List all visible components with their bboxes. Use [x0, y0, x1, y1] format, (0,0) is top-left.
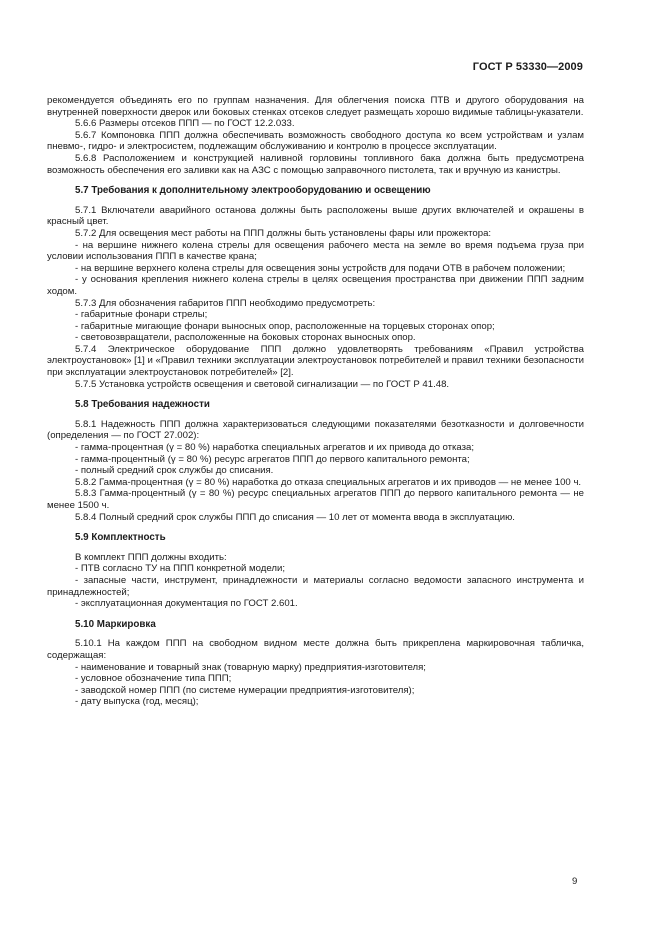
paragraph: 5.6.6 Размеры отсеков ППП — по ГОСТ 12.2.033.	[75, 118, 295, 130]
list-item: - гамма-процентный (γ = 80 %) ресурс агрегатов ППП до первого капитального ремонта;	[75, 453, 470, 465]
paragraph: 5.7.4 Электрическое оборудование ППП должно удовлетворять требованиям «Правил устройства электроустановок» [1] и «Правил техники эксплуатации электроустановок потребителей и правил техники безопасности при эксплуатации электроустановок потребителей» [2].	[47, 343, 584, 379]
paragraph: 5.8.2 Гамма-процентная (γ = 80 %) наработка до отказа специальных агрегатов и их приводов — не менее 100 ч.	[75, 476, 582, 488]
paragraph: 5.8.3 Гамма-процентный (γ = 80 %) ресурс специальных агрегатов ППП до первого капитального ремонта — не менее 1500 ч.	[47, 488, 584, 511]
section-heading: 5.8 Требования надежности	[75, 399, 210, 411]
page-number: 9	[572, 876, 578, 887]
paragraph: 5.7.2 Для освещения мест работы на ППП должны быть установлены фары или прожектора:	[75, 227, 492, 239]
section-heading: 5.7 Требования к дополнительному электрооборудованию и освещению	[75, 185, 431, 197]
list-item: - условное обозначение типа ППП;	[75, 673, 232, 685]
paragraph: 5.10.1 На каждом ППП на свободном видном месте должна быть прикреплена маркировочная табличка, содержащая:	[47, 638, 584, 661]
list-item: - наименование и товарный знак (товарную марку) предприятия-изготовителя;	[75, 661, 426, 673]
list-item: - габаритные фонари стрелы;	[75, 309, 208, 321]
paragraph: 5.7.3 Для обозначения габаритов ППП необходимо предусмотреть:	[75, 297, 376, 309]
list-item: - эксплуатационная документация по ГОСТ 2.601.	[75, 598, 298, 610]
list-item: - гамма-процентная (γ = 80 %) наработка специальных агрегатов и их привода до отказа;	[75, 442, 475, 454]
paragraph: 5.8.1 Надежность ППП должна характеризоваться следующими показателями безотказности и долговечности (определения — по ГОСТ 27.002):	[47, 418, 584, 442]
list-item: - на вершине нижнего колена стрелы для освещения рабочего места на земле во время подъема груза при условии использования ППП в качестве крана;	[47, 239, 584, 263]
list-item: - дату выпуска (год, месяц);	[75, 696, 199, 708]
list-item: - световозвращатели, расположенные на боковых сторонах выносных опор.	[75, 332, 416, 344]
list-item: - запасные части, инструмент, принадлежности и материалы согласно ведомости запасного инструмента и принадлежностей;	[47, 574, 584, 598]
list-item: - полный средний срок службы до списания.	[75, 465, 274, 477]
document-body	[47, 95, 584, 708]
paragraph: 5.6.8 Расположением и конструкцией наливной горловины топливного бака должна быть предусмотрена возможность обеспечения его заливки как на АЗС с помощью заправочного пистолета, так и вручную из канистры.	[47, 152, 584, 176]
paragraph: В комплект ППП должны входить:	[75, 551, 227, 563]
list-item: - заводской номер ППП (по системе нумерации предприятия-изготовителя);	[75, 684, 415, 696]
list-item: - у основания крепления нижнего колена стрелы в целях освещения пространства при движении ППП задним ходом.	[47, 274, 584, 297]
list-item: - на вершине верхнего колена стрелы для освещения зоны устройств для подачи ОТВ в рабочем положении;	[75, 262, 566, 274]
list-item: - габаритные мигающие фонари выносных опор, расположенные на торцевых сторонах опор;	[75, 320, 495, 332]
paragraph: 5.6.7 Компоновка ППП должна обеспечивать возможность свободного доступа ко всем устройствам и узлам пневмо-, гидро- и электросистем, подлежащим обслуживанию и контролю в процессе эксплуатации.	[47, 129, 584, 153]
document-header-id: ГОСТ Р 53330—2009	[472, 61, 583, 73]
paragraph: 5.7.1 Включатели аварийного останова должны быть расположены выше других включателей и окрашены в красный цвет.	[47, 204, 584, 228]
section-heading: 5.9 Комплектность	[75, 532, 166, 544]
list-item: - ПТВ согласно ТУ на ППП конкретной модели;	[75, 563, 286, 575]
paragraph: 5.7.5 Установка устройств освещения и световой сигнализации — по ГОСТ Р 41.48.	[75, 378, 450, 390]
section-heading: 5.10 Маркировка	[75, 618, 156, 630]
paragraph: рекомендуется объединять его по группам назначения. Для облегчения поиска ПТВ и другого оборудования на внутренней поверхности дверок или боковых стенках отсеков следует размещать хорошо видимые таблицы-указатели.	[47, 95, 584, 118]
paragraph: 5.8.4 Полный средний срок службы ППП до списания — 10 лет от момента ввода в эксплуатацию.	[75, 511, 515, 523]
